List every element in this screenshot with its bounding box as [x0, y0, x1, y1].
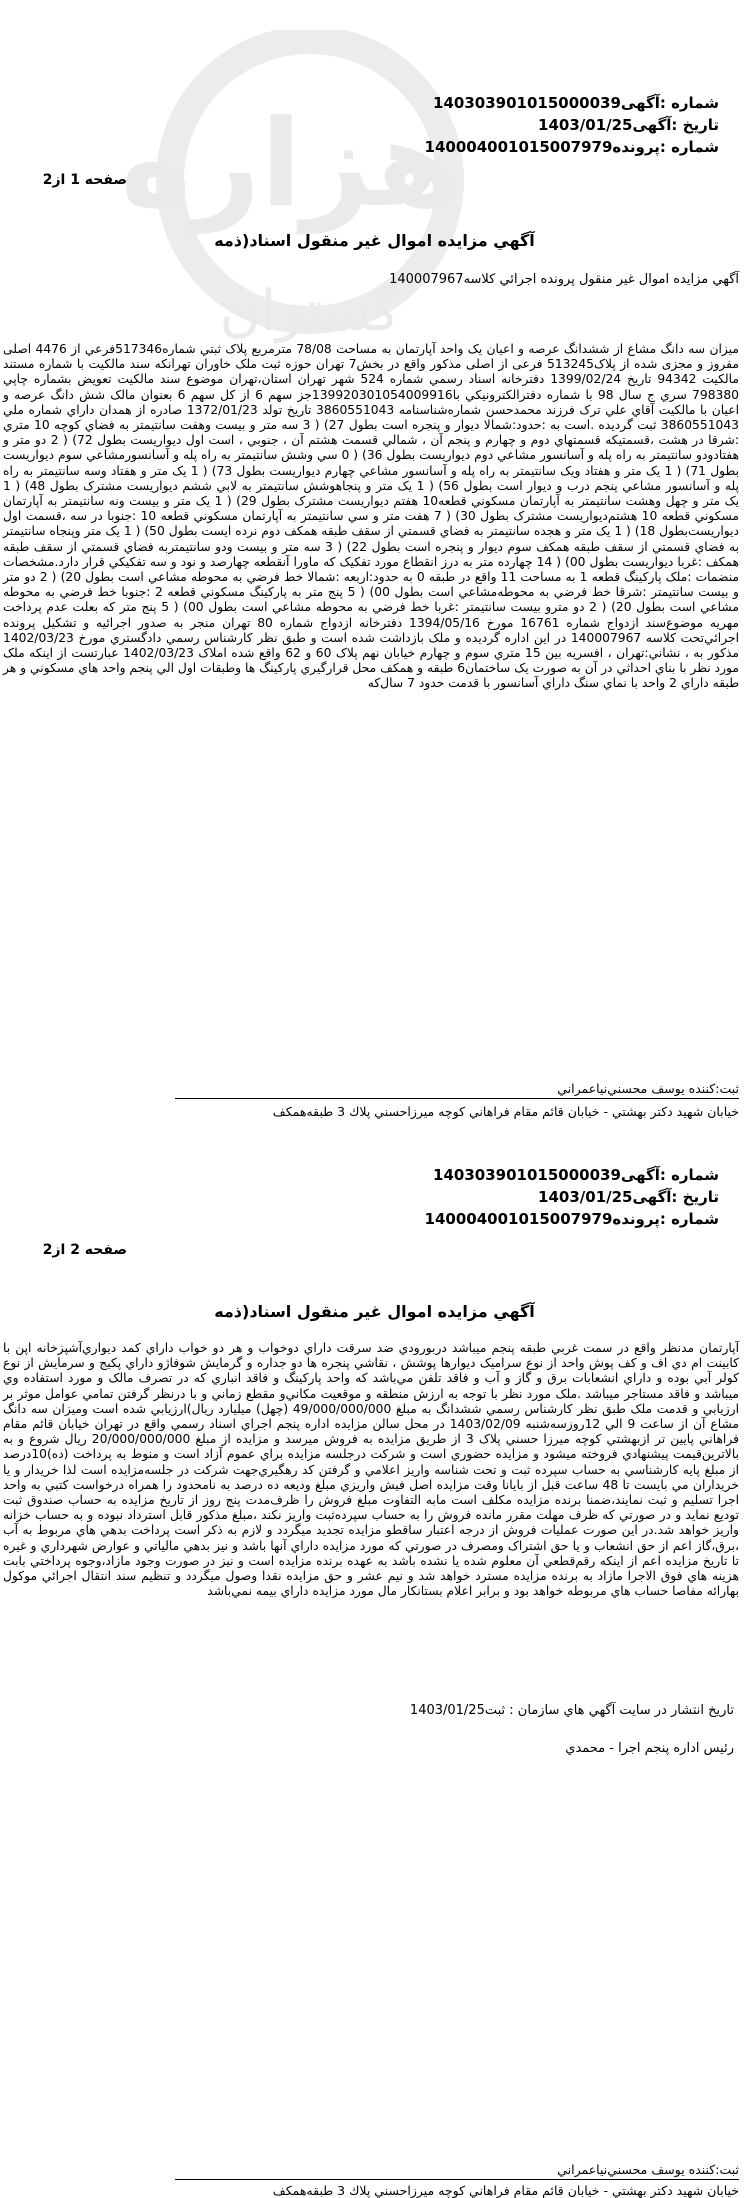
- office-address: خيابان شهيد دكتر بهشتي - خيابان قائم مقام فراهاني كوچه ميرزاحسني پلاك 3 طبقه‌همكف: [272, 2183, 739, 2198]
- notice-title: آگهي مزايده اموال غير منقول اسناد(ذمه: [214, 231, 535, 250]
- office-address: خيابان شهيد دكتر بهشتي - خيابان قائم مقام فراهاني كوچه ميرزاحسني پلاك 3 طبقه‌همكف: [272, 1104, 739, 1119]
- notice-date: تاریخ :آگهی1403/01/25: [538, 1188, 719, 1206]
- notice-body: ميزان سه دانگ مشاع از ششدانگ عرصه و اعيان يک واحد آپارتمان به مساحت 78/08 مترمربع پلاک ثبتي شماره517346فرعي از 4476 اصلی مفروز و مجزی شده از پلاک513245 فرعی از اصلی مذکور واقع در بخش7 تهران حوزه ثبت ملک خاوران تهرانکه سند مالکيت با شماره مستند مالکيت 94342 تاريخ 1399/02/24 دفترخانه اسناد رسمي شماره 524 شهر تهران استان،تهران موضوع سند مالکيت تعويض بشماره چاپي 798380 سري ج سال 98 با شماره دفترالکترونيکي با139920301054009916جز سهم 6 از کل سهم 6 بعنوان مالک شش دانگ عرصه و اعيان با مالکيت آقاي علي ترک فرزند محمدحسن شماره‌شناسنامه 3860551043 تاريخ تولد 1372/01/23 صادره از همدان داراي شماره ملي 3860551043 ثبت گرديده .است به :حدود:شمالا ديوار و پنجره است بطول 27) ( 3 سه متر و بيست وهفت سانتيمتر به فضاي کوچه 10 متري :شرقا در هشت ،قسمتيكه قسمتهاي دوم و چهارم و پنجم آن ، شمالي قسمت هشتم آن ، جنوبي ، است اول ديواريست بطول 72) ( 2 دو متر و هفتادودو سانتيمتر به راه پله و آسانسور مشاعي دوم ديواريست بطول 36) ( 0 سي وشش سانتيمتر به راه پله و آسانسورمشاعي سوم ديواريست بطول 71) ( 1 يک متر و هفتاد ويک سانتيمتر به راه پله و آسانسور مشاعي چهارم ديواريست بطول 73) ( 1 يک متر و هفتاد وسه سانتيمتر به راه پله و آسانسور مشاعي پنجم درب و ديوار است بطول 56) ( 1 يک متر و پنجاهوشش سانتيمتر به لابي ششم ديواريست مشترک بطول 48) ( 1 يک متر و چهل وهشت سانتيمتر به آپارتمان مسکوني قطعه10 هفتم ديواريست مشترک بطول 29) ( 1 يک متر و بيست ونه سانتيمتر به آپارتمان مسکوني قطعه 10 هشتم‌ديواريست مشترک بطول 30) ( 7 هفت متر و سي سانتيمتر به آپارتمان مسکوني قطعه 10 :جنوبا در سه ،قسمت اول ديواريست‌بطول 18) ( 1 يک متر و هجده سانتيمتر به فضاي قسمتي از سقف طبقه همکف دوم نرده ايست بطول 50) ( 1 يک متر وپنجاه سانتيمتر به فضاي قسمتي از سقف طبقه همکف سوم ديوار و پنجره است بطول 22) ( 3 سه متر و بيست ودو سانتيمتربه فضاي قسمتي از سقف طبقه همکف :غربا ديواريست بطول 00) ( 14 چهارده متر به درز انقطاع مورد تفکيک که ماورا آنقطعه چهارصد و نود و سه تفکيکي قرار دارد.مشخصات منضمات :ملک پارکينگ قطعه 1 به مساحت 11 واقع در طبقه 0 به حدود:اربعه :شمالا خط فرضي به محوطه مشاعي است بطول 20) ( 2 دو متر و بيست سانتيمتر :شرقا خط فرضي به محوطه‌مشاعي است بطول 00) ( 5 پنج متر به پارکينگ مسکوني قطعه 2 :جنوبا خط فرضي به محوطه مشاعي است بطول 20) ( 2 دو مترو بيست سانتيمتر :غربا خط فرضي به محوطه مشاعي است بطول 00) ( 5 پنج متر که بعلت عدم پرداخت مهريه موضوع‌سند ازدواج شماره 16761 مورخ 1394/05/16 دفترخانه ازدواج شماره 80 تهران منجر به صدور اجرائيه و تشکيل پرونده اجرائي‌تحت کلاسه 140007967 در اين اداره گرديده و ملک بازداشت شده است و طبق نظر كارشناس رسمي دادگستري مورخ 1402/03/23 مذکور به ، نشاني:تهران ، افسريه بين 15 متري سوم و چهارم خيابان نهم پلاک 60 و 62 واقع شده املاک 1402/03/23 عبارتست از اينکه ملک مورد نظر با بناي احداثي در آن به صورت يک ساختمان6 طبقه و همکف محل قرارگيري پارکينگ ها وطبقات اول الي پنجم واحد هاي مسکوني و هر طبقه داراي 2 واحد با نماي سنگ داراي آسانسور با قدمت حدود 7 سال‌که: [3, 342, 740, 691]
- case-number: شماره :پرونده140004001015007979: [424, 1210, 719, 1228]
- page-2: [0, 1098, 749, 2196]
- hezareh-gostaran-watermark: [80, 30, 500, 370]
- page-label: صفحه 2 از2: [42, 1242, 127, 1258]
- notice-number: شماره :آگهی140303901015000039: [433, 1166, 719, 1184]
- watermark-small-text: گستران: [219, 279, 401, 344]
- page-label: صفحه 1 از2: [42, 172, 127, 188]
- registrar-line: ثبت:كننده يوسف محسني‌نياعمراني: [557, 1081, 739, 1096]
- footer-divider: [175, 2179, 739, 2180]
- publish-date-line: تاريخ انتشار در سايت آگهي هاي سازمان : ثبت1403/01/25: [409, 1703, 734, 1718]
- notice-title: آگهي مزايده اموال غير منقول اسناد(ذمه: [214, 1302, 535, 1321]
- registrar-line: ثبت:كننده يوسف محسني‌نياعمراني: [557, 2162, 739, 2177]
- notice-number: شماره :آگهی140303901015000039: [433, 94, 719, 112]
- notice-date: تاریخ :آگهی1403/01/25: [538, 116, 719, 134]
- watermark-big-text: هزاره: [120, 95, 460, 234]
- notice-body: آپارتمان مدنظر واقع در سمت غربي طبقه پنجم ميباشد دربورودي ضد سرقت داراي دوخواب و هر دو خواب داراي کمد ديواري‌آشپزخانه اپن با کابينت ام دي اف و کف پوش واحد از نوع سراميک ديوارها پوشش ، نقاشي پنجره ها دو جداره و گرمايش شوفاژو داراي پکيج و سرمايش از نوع کولر آبي بوده و داراي انشعابات برق و گاز و آب و فاقد تلفن مي‌باشد که واحد پارکينگ و فاقد انباري که در تصرف مالک و مورد استفاده وي ميباشد و فاقد مستاجر ميباشد .ملک مورد نظر با توجه به ارزش منطقه و موقعيت مکاني‌و مقطع زماني و با درنظر گرفتن تمامي عوامل موثر بر ارزيابي و قدمت ملک طبق نظر کارشناس رسمي ششدانگ به مبلغ 49/000/000/000 (چهل) ميليارد ريال)ارزيابي شده است وميزان سه دانگ مشاع آن از ساعت 9 الي 12روزسه‌شنبه 1403/02/09 در محل سالن مزايده اداره پنجم اجراي اسناد رسمي واقع در تهران خيابان قائم مقام فراهاني پايين تر ازبهشتي کوچه ميرزا حسني پلاک 3 از طريق مزايده به فروش ميرسد و مزايده از مبلغ 20/000/000/000 ريال شروع و به بالاترين‌قيمت پيشنهادي فروخته ميشود و مزايده حضوري است و شرکت درجلسه مزايده براي عموم آزاد است و منوط به پرداخت (ده)10درصد از مبلغ پايه کارشناسي به حساب سپرده ثبت و تحت شناسه واريز اعلامي و گرفتن کد رهگيري‌جهت شرکت در جلسه‌مزايده است لذا خريدار و يا خريداران مي بايست تا 48 ساعت قبل از بايانا وقت مزايده اصل فيش واريزي مبلغ وديعه ده درصد به نامحدود را همراه درخواست کتبي به واحد اجرا تسليم و ثبت نمايند،ضمنا برنده مزايده مکلف است مابه التفاوت مبلغ فروش را ظرف‌مدت پنج روز از تاريخ مزايده به حساب صندوق ثبت توديع نمايد و در صورتي که ظرف مهلت مقرر مانده فروش را به حساب سپرده‌ثبت واريز نکند ،مبلغ مذکور قابل استرداد نبوده و به حساب خزانه واريز خواهد شد.در اين صورت عمليات فروش از درجه اعتبار ساقطو مزايده تجديد ميگردد و لازم به ذکر است پرداخت بدهي هاي مربوط به آب ،برق،گاز اعم از حق انشعاب و يا حق اشتراک ومصرف در صورتي که مورد مزايده داراي آنها باشد و نيز بدهي مالياتي و عوارض شهرداري و غيره تا تاريخ مزايده اعم از اينکه رقم‌قطعي آن معلوم شده يا نشده باشد به عهده برنده مزايده است و نيز در صورت وجود مازاد،وجوه پرداختي بابت هزينه هاي فوق الاجرا مازاد به برنده مزايده مسترد خواهد شد و نيم عشر و حق مزايده نقدا وصول ميگردد و تنظيم سند انتقال اجرائي موکول بهارائه مفاصا حساب هاي مربوطه خواهد بود و برابر اعلام بستانکار مال مورد مزايده داراي بيمه نمي‌باشد: [3, 1341, 740, 1599]
- notice-subtitle: آگهي مزايده اموال غير منقول پرونده اجرائي كلاسه140007967: [389, 272, 739, 287]
- case-number: شماره :پرونده140004001015007979: [424, 138, 719, 156]
- signature-line: رئيس اداره پنجم اجرا - محمدي: [565, 1741, 734, 1756]
